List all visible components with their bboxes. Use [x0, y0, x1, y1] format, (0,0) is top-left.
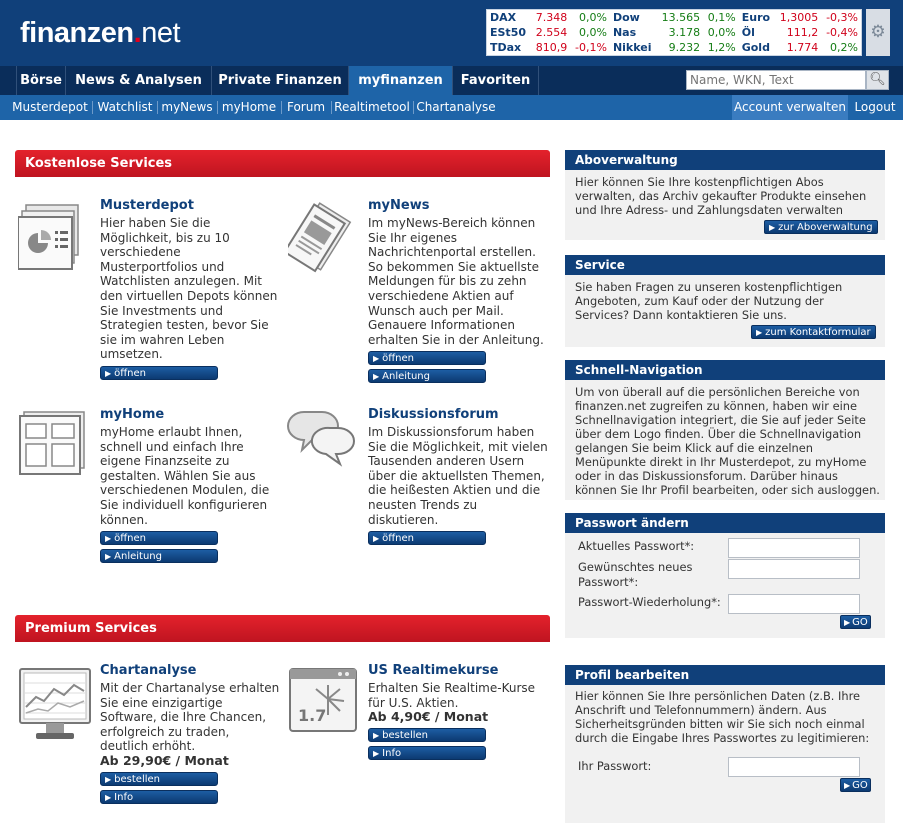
logout-link[interactable]: Logout [854, 100, 896, 114]
subnav-watchlist[interactable]: Watchlist [97, 100, 153, 114]
ticker-row [487, 40, 861, 55]
ticker-change: 1,2% [707, 41, 736, 54]
ticker-value: 13.565 [661, 11, 701, 24]
profil-go-button[interactable] [840, 778, 871, 792]
button-label: Info [114, 792, 134, 803]
mynews-open-button[interactable] [368, 351, 486, 365]
subnav-musterdepot[interactable]: Musterdepot [12, 100, 88, 114]
button-label: öffnen [382, 533, 414, 544]
monitor-chart-icon [18, 667, 92, 743]
schnellnavigation-heading: Schnell-Navigation [565, 360, 885, 380]
ticker-value: 2.554 [535, 26, 568, 39]
realtime-info-button[interactable] [368, 746, 486, 760]
ticker-symbol[interactable]: Euro [741, 11, 771, 24]
free-services-heading: Kostenlose Services [15, 150, 550, 177]
ticker-symbol[interactable]: ESt50 [490, 26, 527, 39]
arrow-right-icon: ▶ [105, 793, 112, 802]
nav-favoriten[interactable]: Favoriten [453, 66, 539, 95]
arrow-right-icon: ▶ [373, 731, 380, 740]
aboverwaltung-text: Hier können Sie Ihre kostenpflichtigen Abos verwalten, das Archiv gekaufter Produkte einsehen und Ihre Adress- und Zahlungsdaten verwalten [575, 175, 867, 217]
ticker-symbol[interactable]: Gold [741, 41, 770, 54]
ticker-change: -0,4% [826, 26, 858, 39]
arrow-right-icon: ▶ [844, 781, 851, 790]
mynews-title[interactable]: myNews [368, 198, 430, 213]
ticker-value: 9.232 [668, 41, 701, 54]
schnellnavigation-text: Um von überall auf die persönlichen Bereiche von finanzen.net zugreifen zu können, haben wir eine Schnellnavigation integriert, die Sie auf jeder Seite über dem Logo finden. Über die Schnellnavigation gelangen Sie beim Klick auf die einzelnen Menüpunkte direkt in Ihr Musterdepot, zu myHome oder in das Diskussionsforum. Darüber hinaus können Sie Ihr Profil bearbeiten, oder sich ausloggen. [575, 385, 880, 497]
ticker-symbol[interactable]: TDax [490, 41, 522, 54]
service-heading: Service [565, 255, 885, 275]
premium-services-heading: Premium Services [15, 615, 550, 642]
button-label: zum Kontaktformular [765, 327, 871, 338]
ticker-change: -0,3% [826, 11, 858, 24]
profil-heading: Profil bearbeiten [565, 665, 885, 685]
ticker-change: 0,2% [830, 41, 858, 54]
subnav-separator [92, 101, 93, 114]
myhome-title[interactable]: myHome [100, 407, 165, 422]
ticker-change: 0,0% [578, 11, 607, 24]
myhome-description: myHome erlaubt Ihnen, schnell und einfach Ihre eigene Finanzseite zu gestalten. Wählen Sie aus verschiedenen Modulen, die Sie individuell konfigurieren können. [100, 425, 270, 527]
nav-boerse[interactable]: Börse [16, 66, 66, 95]
ticker-value: 1.774 [786, 41, 819, 54]
chartanalyse-info-button[interactable] [100, 790, 218, 804]
mynews-guide-button[interactable] [368, 369, 486, 383]
button-label: zur Aboverwaltung [778, 222, 873, 233]
logo-net: net [141, 17, 181, 49]
arrow-right-icon: ▶ [756, 328, 763, 337]
ticker-change: 0,0% [707, 26, 736, 39]
speech-bubbles-icon [286, 410, 358, 468]
nav-private-finanzen[interactable]: Private Finanzen [212, 66, 349, 95]
profil-text: Hier können Sie Ihre persönlichen Daten (z.B. Ihre Anschrift und Telefonnummern) ändern. Aus Sicherheitsgründen bitten wir Sie sich noch einmal durch die Eingabe Ihres Passwortes zu legitimieren: [575, 689, 870, 745]
profil-password-label: Ihr Passwort: [578, 759, 652, 773]
passwort-heading: Passwort ändern [565, 513, 885, 533]
subnav-mynews[interactable]: myNews [161, 100, 213, 114]
button-label: bestellen [382, 730, 428, 741]
subnav-chartanalyse[interactable]: Chartanalyse [416, 100, 496, 114]
realtime-order-button[interactable] [368, 728, 486, 742]
forum-title[interactable]: Diskussionsforum [368, 407, 499, 422]
arrow-right-icon: ▶ [105, 369, 112, 378]
button-label: Anleitung [114, 551, 162, 562]
subnav-realtimetool[interactable]: Realtimetool [334, 100, 410, 114]
dashboard-layout-icon [18, 410, 86, 476]
arrow-right-icon: ▶ [373, 534, 380, 543]
ticker-symbol[interactable]: Öl [741, 26, 755, 39]
chartanalyse-title[interactable]: Chartanalyse [100, 663, 197, 678]
subnav-forum[interactable]: Forum [286, 100, 326, 114]
realtime-title[interactable]: US Realtimekurse [368, 663, 499, 678]
service-text: Sie haben Fragen zu unseren kostenpflichtigen Angeboten, zum Kauf oder der Nutzung der Services? Dann kontaktieren Sie uns. [575, 280, 843, 322]
mynews-description: Im myNews-Bereich können Sie Ihr eigenes Nachrichtenportal erstellen. So bekommen Sie aktuellste Meldungen für bis zu zehn verschiedene Aktien auf Wunsch auch per Mail. Genauere Informationen erhalten Sie in der Anleitung. [368, 216, 544, 347]
ticker-symbol[interactable]: Dow [612, 11, 640, 24]
ticker-change: -0,1% [575, 41, 607, 54]
musterdepot-description: Hier haben Sie die Möglichkeit, bis zu 10 verschiedene Musterportfolios und Watchlisten anzulegen. Mit den virtuellen Depots können Sie Investments und Strategien testen, bevor Sie sie im wahren Leben umsetzen. [100, 216, 278, 362]
musterdepot-open-button[interactable] [100, 366, 218, 380]
nav-myfinanzen[interactable]: myfinanzen [349, 66, 453, 95]
header [0, 0, 903, 66]
logo-dot: . [133, 17, 142, 49]
new-password-input[interactable] [728, 559, 860, 579]
forum-description: Im Diskussionsforum haben Sie die Möglichkeit, mit vielen Tausenden anderen Usern über die aktuellsten Themen, die heißesten Aktien und die neusten Trends zu diskutieren. [368, 425, 548, 527]
account-verwalten-link[interactable]: Account verwalten [732, 95, 848, 120]
current-password-label: Aktuelles Passwort*: [578, 539, 695, 553]
ticker-value: 7.348 [535, 11, 568, 24]
sub-navigation [0, 95, 903, 120]
button-label: öffnen [114, 368, 146, 379]
arrow-right-icon: ▶ [844, 618, 851, 627]
arrow-right-icon: ▶ [105, 534, 112, 543]
aboverwaltung-heading: Aboverwaltung [565, 150, 885, 170]
ticker-symbol[interactable]: Nikkei [612, 41, 652, 54]
ticker-change: 0,0% [578, 26, 607, 39]
arrow-right-icon: ▶ [105, 775, 112, 784]
realtime-window-icon [288, 667, 358, 733]
ticker-table [487, 10, 861, 55]
button-label: öffnen [114, 533, 146, 544]
realtime-icon-text: 1.7 [298, 706, 327, 725]
kontaktformular-link-button[interactable] [751, 325, 876, 339]
arrow-right-icon: ▶ [373, 372, 380, 381]
logo-text: finanzen [20, 17, 134, 49]
ticker-symbol[interactable]: Nas [612, 26, 637, 39]
password-go-button[interactable] [840, 615, 871, 629]
current-password-input[interactable] [728, 538, 860, 558]
chartanalyse-description: Mit der Chartanalyse erhalten Sie eine einzigartige Software, die Ihre Chancen, erfolgreich zu traden, deutlich erhöht. [100, 681, 280, 754]
portfolio-icon [18, 203, 82, 271]
chartanalyse-price: Ab 29,90€ / Monat [100, 753, 229, 768]
button-label: GO [852, 617, 868, 628]
realtime-description: Erhalten Sie Realtime-Kurse für U.S. Aktien. [368, 681, 536, 710]
arrow-right-icon: ▶ [373, 749, 380, 758]
myhome-guide-button[interactable] [100, 549, 218, 563]
arrow-right-icon: ▶ [105, 552, 112, 561]
profil-password-input[interactable] [728, 757, 860, 777]
myhome-open-button[interactable] [100, 531, 218, 545]
ticker-value: 810,9 [535, 41, 568, 54]
search-icon[interactable]: 🔍︎ [866, 70, 889, 90]
ticker-value: 3.178 [668, 26, 701, 39]
arrow-right-icon: ▶ [373, 354, 380, 363]
chartanalyse-order-button[interactable] [100, 772, 218, 786]
arrow-right-icon: ▶ [769, 223, 776, 232]
button-label: Anleitung [382, 371, 430, 382]
aboverwaltung-link-button[interactable] [764, 220, 878, 234]
search-input[interactable] [686, 70, 866, 90]
repeat-password-input[interactable] [728, 594, 860, 614]
realtime-price: Ab 4,90€ / Monat [368, 709, 489, 724]
nav-news-analysen[interactable]: News & Analysen [66, 66, 212, 95]
ticker-change: 0,1% [707, 11, 736, 24]
main-navigation [0, 66, 903, 95]
subnav-myhome[interactable]: myHome [221, 100, 277, 114]
ticker-row [487, 25, 861, 40]
ticker-value: 111,2 [786, 26, 819, 39]
ticker-value: 1,3005 [779, 11, 819, 24]
button-label: bestellen [114, 774, 160, 785]
button-label: öffnen [382, 353, 414, 364]
repeat-password-label: Passwort-Wiederholung*: [578, 595, 721, 609]
market-ticker [486, 9, 862, 56]
musterdepot-title[interactable]: Musterdepot [100, 198, 194, 213]
forum-open-button[interactable] [368, 531, 486, 545]
button-label: Info [382, 748, 402, 759]
newspaper-icon [288, 201, 354, 273]
new-password-label: Gewünschtes neues Passwort*: [578, 560, 693, 589]
finanzen-logo[interactable] [20, 17, 180, 49]
gear-icon[interactable]: ⚙ [866, 9, 890, 56]
button-label: GO [852, 780, 868, 791]
ticker-symbol[interactable]: DAX [490, 11, 517, 24]
ticker-row [487, 10, 861, 25]
